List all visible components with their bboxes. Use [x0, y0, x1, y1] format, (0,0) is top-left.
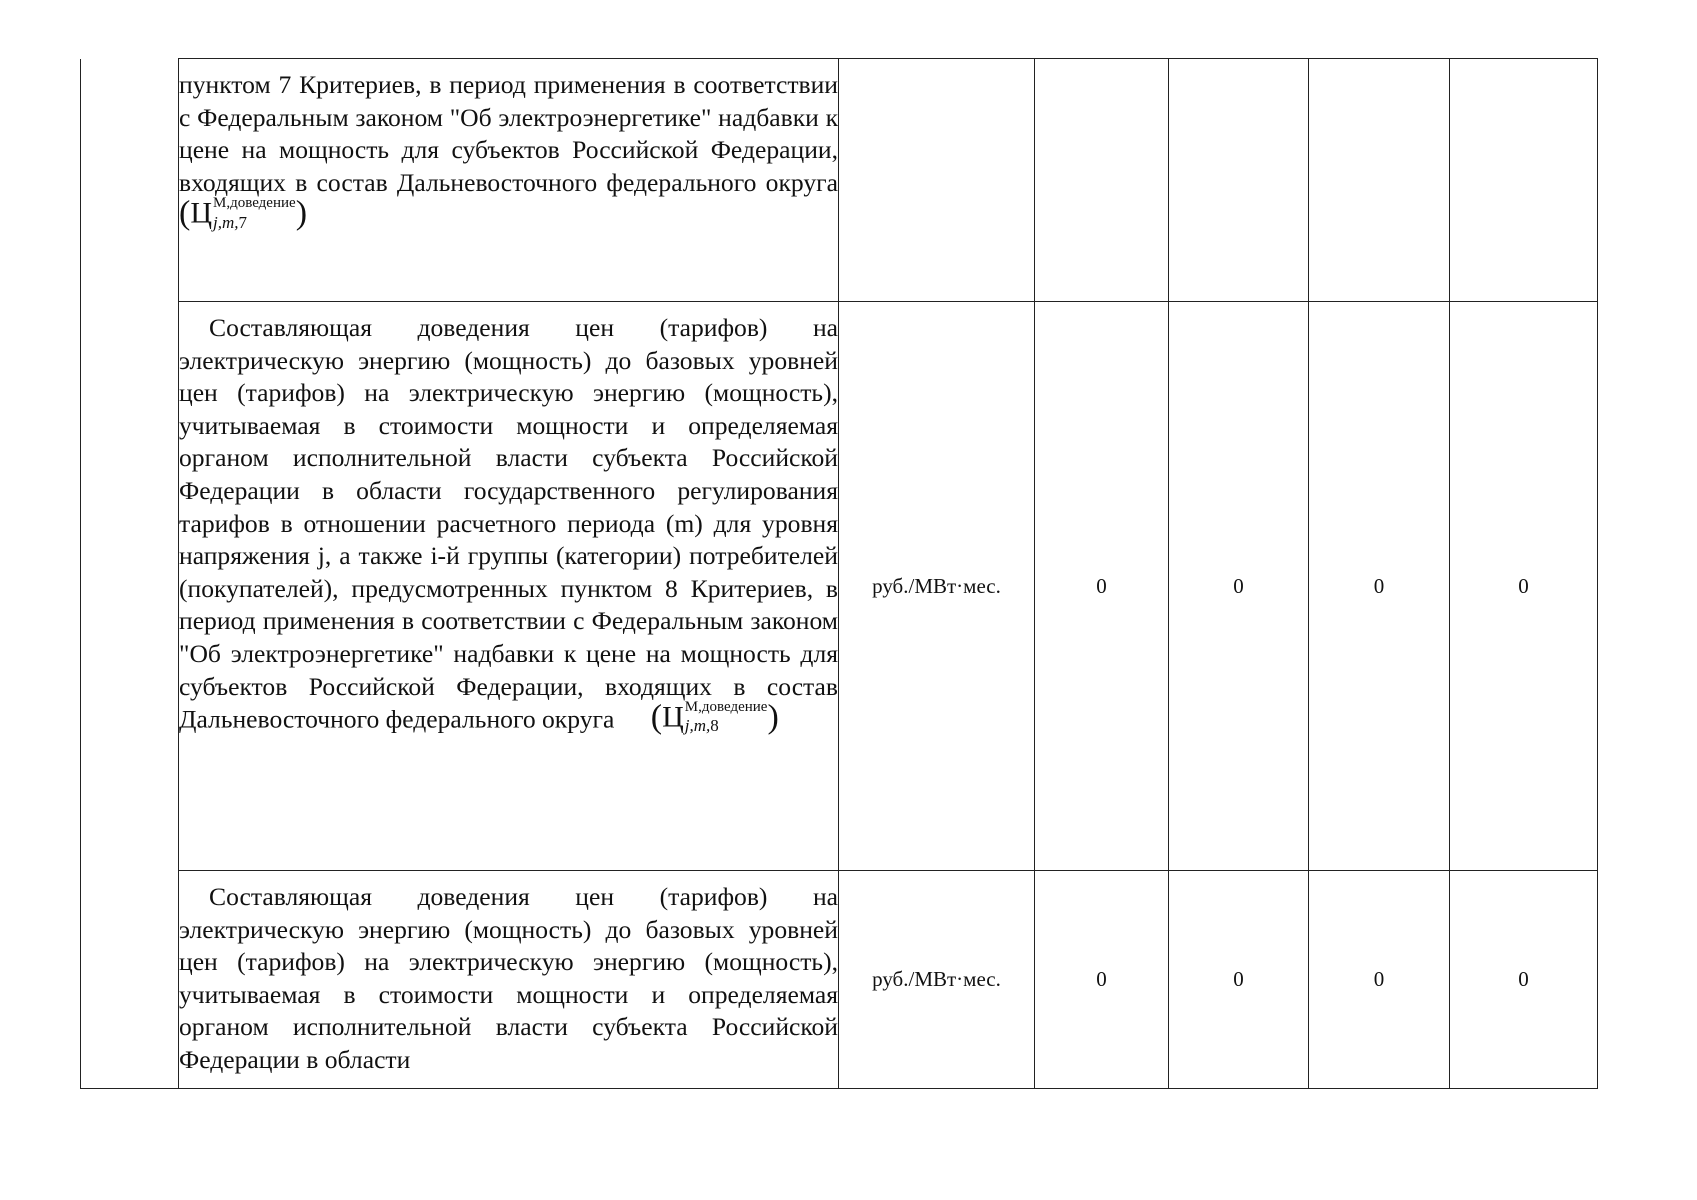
- value-cell: 0: [1169, 302, 1309, 871]
- value-cell: [1450, 59, 1598, 302]
- value-cell: 0: [1450, 871, 1598, 1089]
- table-row: [81, 871, 1598, 1089]
- description-cell: [179, 59, 839, 302]
- value-cell: 0: [1035, 302, 1169, 871]
- price-formula: (Ц М,доведение j,m,8 ): [650, 698, 779, 736]
- row-number-cell: [81, 59, 179, 1089]
- formula-symbol: Ц: [662, 700, 684, 734]
- value-cell: 0: [1035, 871, 1169, 1089]
- description-text: пунктом 7 Критериев, в период применения в соответствии с Федеральным законом "Об электроэнергетике" надбавки к цене на мощность для субъектов Российской Федерации, входящих в состав Дальневосточного федерального округа: [179, 70, 838, 197]
- value-cell: [1309, 59, 1450, 302]
- value-cell: [1169, 59, 1309, 302]
- formula-subscript: j,m,: [684, 716, 711, 736]
- table-row: [81, 302, 1598, 871]
- value-cell: 0: [1169, 871, 1309, 1089]
- value-cell: 0: [1450, 302, 1598, 871]
- formula-superscript: М,доведение: [684, 699, 768, 716]
- formula-subscript-index: 7: [238, 212, 247, 232]
- description-cell: [179, 302, 839, 871]
- value-cell: 0: [1309, 302, 1450, 871]
- value-cell: 0: [1309, 871, 1450, 1089]
- formula-superscript: М,доведение: [213, 195, 296, 212]
- value-cell: [1035, 59, 1169, 302]
- unit-cell: [839, 59, 1035, 302]
- price-formula: (Ц М,доведение j,m,7 ): [179, 194, 308, 232]
- description-cell: [179, 871, 839, 1089]
- tariff-table: [80, 58, 1598, 1089]
- unit-cell: руб./МВт·мес.: [839, 302, 1035, 871]
- formula-symbol: Ц: [190, 196, 212, 230]
- formula-subscript: j,m,: [213, 212, 239, 232]
- table-row: [81, 59, 1598, 302]
- description-text: Составляющая доведения цен (тарифов) на электрическую энергию (мощность) до базовых уровней цен (тарифов) на электрическую энергию (мощность), учитываемая в стоимости мощности и определяемая органом исполнительной власти субъекта Российской Федерации в области: [179, 882, 838, 1074]
- unit-cell: руб./МВт·мес.: [839, 871, 1035, 1089]
- description-text: Составляющая доведения цен (тарифов) на электрическую энергию (мощность) до базовых уровней цен (тарифов) на электрическую энергию (мощность), учитываемая в стоимости мощности и определяемая органом исполнительной власти субъекта Российской Федерации в области государственного регулирования тарифов в отношении расчетного периода (m) для уровня напряжения j, а также i-й группы (категории) потребителей (покупателей), предусмотренных пунктом 8 Критериев, в период применения в соответствии с Федеральным законом "Об электроэнергетике" надбавки к цене на мощность для субъектов Российской Федерации, входящих в состав Дальневосточного федерального округа: [179, 313, 838, 734]
- formula-subscript-index: 8: [710, 716, 719, 736]
